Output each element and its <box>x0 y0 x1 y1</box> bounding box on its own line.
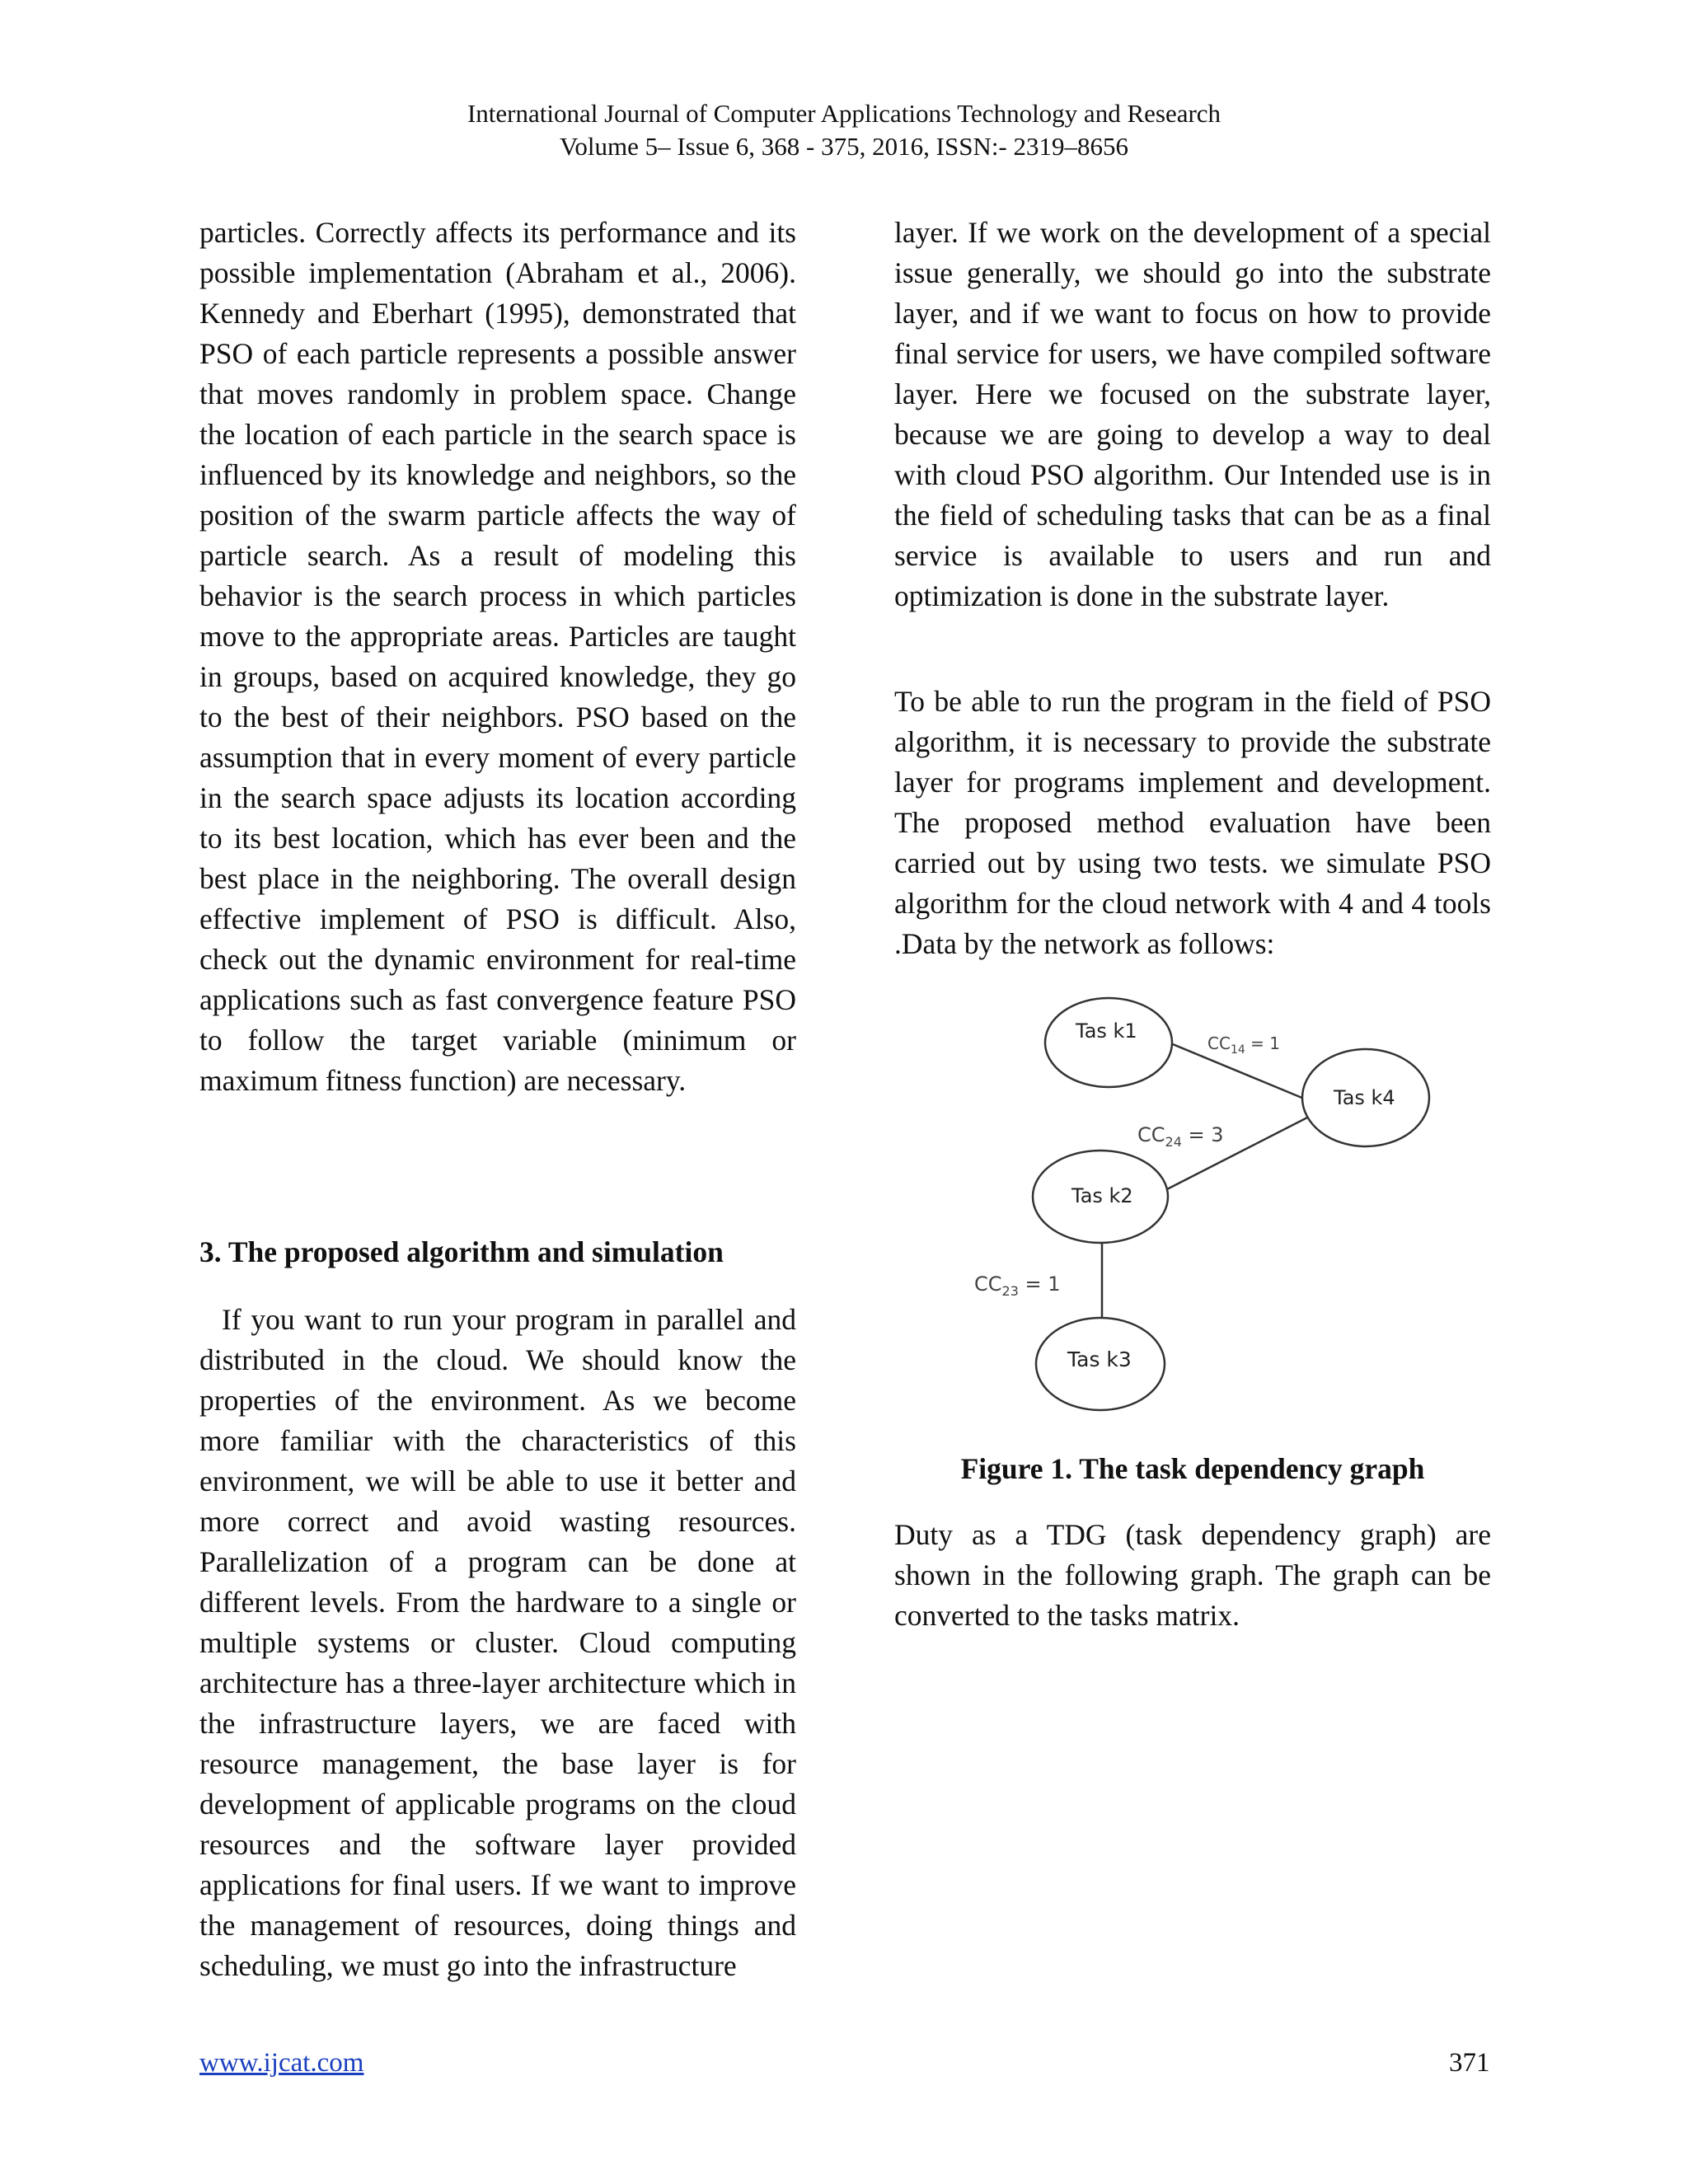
left-paragraph-1: particles. Correctly affects its performance and its possible implementation (Abraham et al., 2006). Kennedy and Eberhart (1995), demonstrated that PSO of each particle represents a possible answer that moves randomly in problem space. Change the location of each particle in the search space is influenced by its knowledge and neighbors, so the position of the swarm particle affects the way of particle search. As a result of modeling this behavior is the search process in which particles move to the appropriate areas. Particles are taught in groups, based on acquired knowledge, they go to the best of their neighbors. PSO based on the assumption that in every moment of every particle in the search space adjusts its location according to its best location, which has ever been and the best place in the neighboring. The overall design effective implement of PSO is difficult. Also, check out the dynamic environment for real-time applications such as fast convergence feature PSO to follow the target variable (minimum or maximum fitness function) are necessary. <box>199 216 796 1097</box>
right-paragraph-3: Duty as a TDG (task dependency graph) are shown in the following graph. The graph can be converted to the tasks matrix. <box>894 1518 1491 1632</box>
left-paragraph-2: If you want to run your program in parallel and distributed in the cloud. We should know the properties of the environment. As we become more familiar with the characteristics of this environment, we will be able to use it better and more correct and avoid wasting resources. Parallelization of a program can be done at different levels. From the hardware to a single or multiple systems or cluster. Cloud computing architecture has a three-layer architecture which in the infrastructure layers, we are faced with resource management, the base layer is for development of applicable programs on the cloud resources and the software layer provided applications for final users. If we want to improve the management of resources, doing things and scheduling, we must go into the infrastructure <box>199 1303 796 1982</box>
right-column <box>894 213 1491 616</box>
edge-label-cc23: $CC_{23} = 1$ <box>974 1272 1061 1299</box>
edge-label-cc24: $CC_{24} = 3$ <box>1137 1123 1224 1150</box>
journal-volume: Volume 5– Issue 6, 368 - 375, 2016, ISSN:- 2319–8656 <box>559 132 1129 161</box>
node-task1-label: Tas k1 <box>1076 1019 1137 1043</box>
journal-header <box>0 97 1688 163</box>
edge-label-cc14: $CC_{14} = 1$ <box>1207 1033 1280 1057</box>
node-task1 <box>1045 998 1172 1087</box>
left-column <box>199 213 796 1101</box>
page-number: 371 <box>1449 2048 1490 2078</box>
figure-caption: Figure 1. The task dependency graph <box>960 1452 1425 1485</box>
right-paragraph-1: layer. If we work on the development of a special issue generally, we should go into the substrate layer, and if we want to focus on how to provide final service for users, we have compiled software layer. Here we focused on the substrate layer, because we are going to develop a way to deal with cloud PSO algorithm. Our Intended use is in the field of scheduling tasks that can be as a final service is available to users and run and optimization is done in the substrate layer. <box>894 216 1491 612</box>
right-paragraph-2: To be able to run the program in the field of PSO algorithm, it is necessary to provide the substrate layer for programs implement and development. The proposed method evaluation have been carried out by using two tests. we simulate PSO algorithm for the cloud network with 4 and 4 tools .Data by the network as follows: <box>894 685 1491 960</box>
section-heading: 3. The proposed algorithm and simulation <box>199 1235 724 1268</box>
journal-title: International Journal of Computer Applications Technology and Research <box>467 99 1221 128</box>
task-dependency-graph <box>956 985 1451 1430</box>
node-task2-label: Tas k2 <box>1071 1184 1133 1207</box>
node-task4-label: Tas k4 <box>1334 1086 1395 1109</box>
footer-website-link[interactable]: www.ijcat.com <box>199 2048 364 2078</box>
graph-svg <box>956 985 1451 1430</box>
node-task3-label: Tas k3 <box>1067 1347 1132 1371</box>
